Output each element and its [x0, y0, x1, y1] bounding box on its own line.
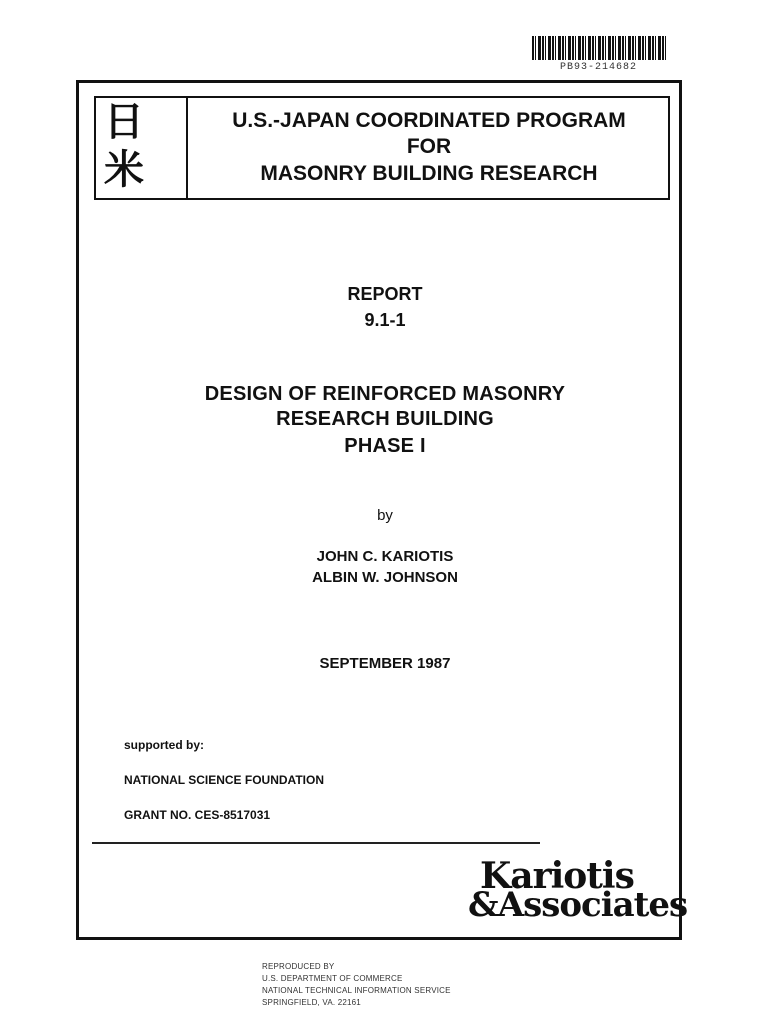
supported-by-label: supported by:	[124, 738, 204, 752]
publication-date: SEPTEMBER 1987	[319, 655, 451, 672]
program-title-line3: MASONRY BUILDING RESEARCH	[260, 162, 598, 185]
reproduced-by-label: REPRODUCED BY	[262, 962, 335, 971]
barcode	[532, 36, 668, 60]
kanji-nichi: 日	[104, 98, 144, 145]
reproduced-address: SPRINGFIELD, VA. 22161	[262, 998, 361, 1007]
report-number: 9.1-1	[364, 310, 406, 330]
program-title-line1: U.S.-JAPAN COORDINATED PROGRAM	[232, 109, 626, 132]
barcode-number: PB93-214682	[560, 62, 638, 73]
byline: by	[377, 507, 393, 524]
document-title-line3: PHASE I	[344, 435, 426, 457]
program-title-line2: FOR	[406, 135, 452, 158]
reproduced-agency: U.S. DEPARTMENT OF COMMERCE	[262, 974, 403, 983]
document-title-line2: RESEARCH BUILDING	[276, 408, 494, 430]
header-divider	[186, 96, 188, 200]
company-logo-line1: Kariotis	[480, 855, 634, 897]
document-title-line1: DESIGN OF REINFORCED MASONRY	[204, 383, 566, 405]
company-logo-line2: &Associates	[468, 885, 688, 925]
divider-rule	[92, 842, 540, 844]
reproduced-service: NATIONAL TECHNICAL INFORMATION SERVICE	[262, 986, 451, 995]
report-label: REPORT	[347, 284, 423, 304]
grant-number: GRANT NO. CES-8517031	[124, 808, 271, 822]
author-1: JOHN C. KARIOTIS	[316, 548, 454, 565]
kanji-bei: 米	[104, 146, 144, 193]
author-2: ALBIN W. JOHNSON	[312, 569, 458, 586]
sponsor-name: NATIONAL SCIENCE FOUNDATION	[124, 773, 324, 787]
